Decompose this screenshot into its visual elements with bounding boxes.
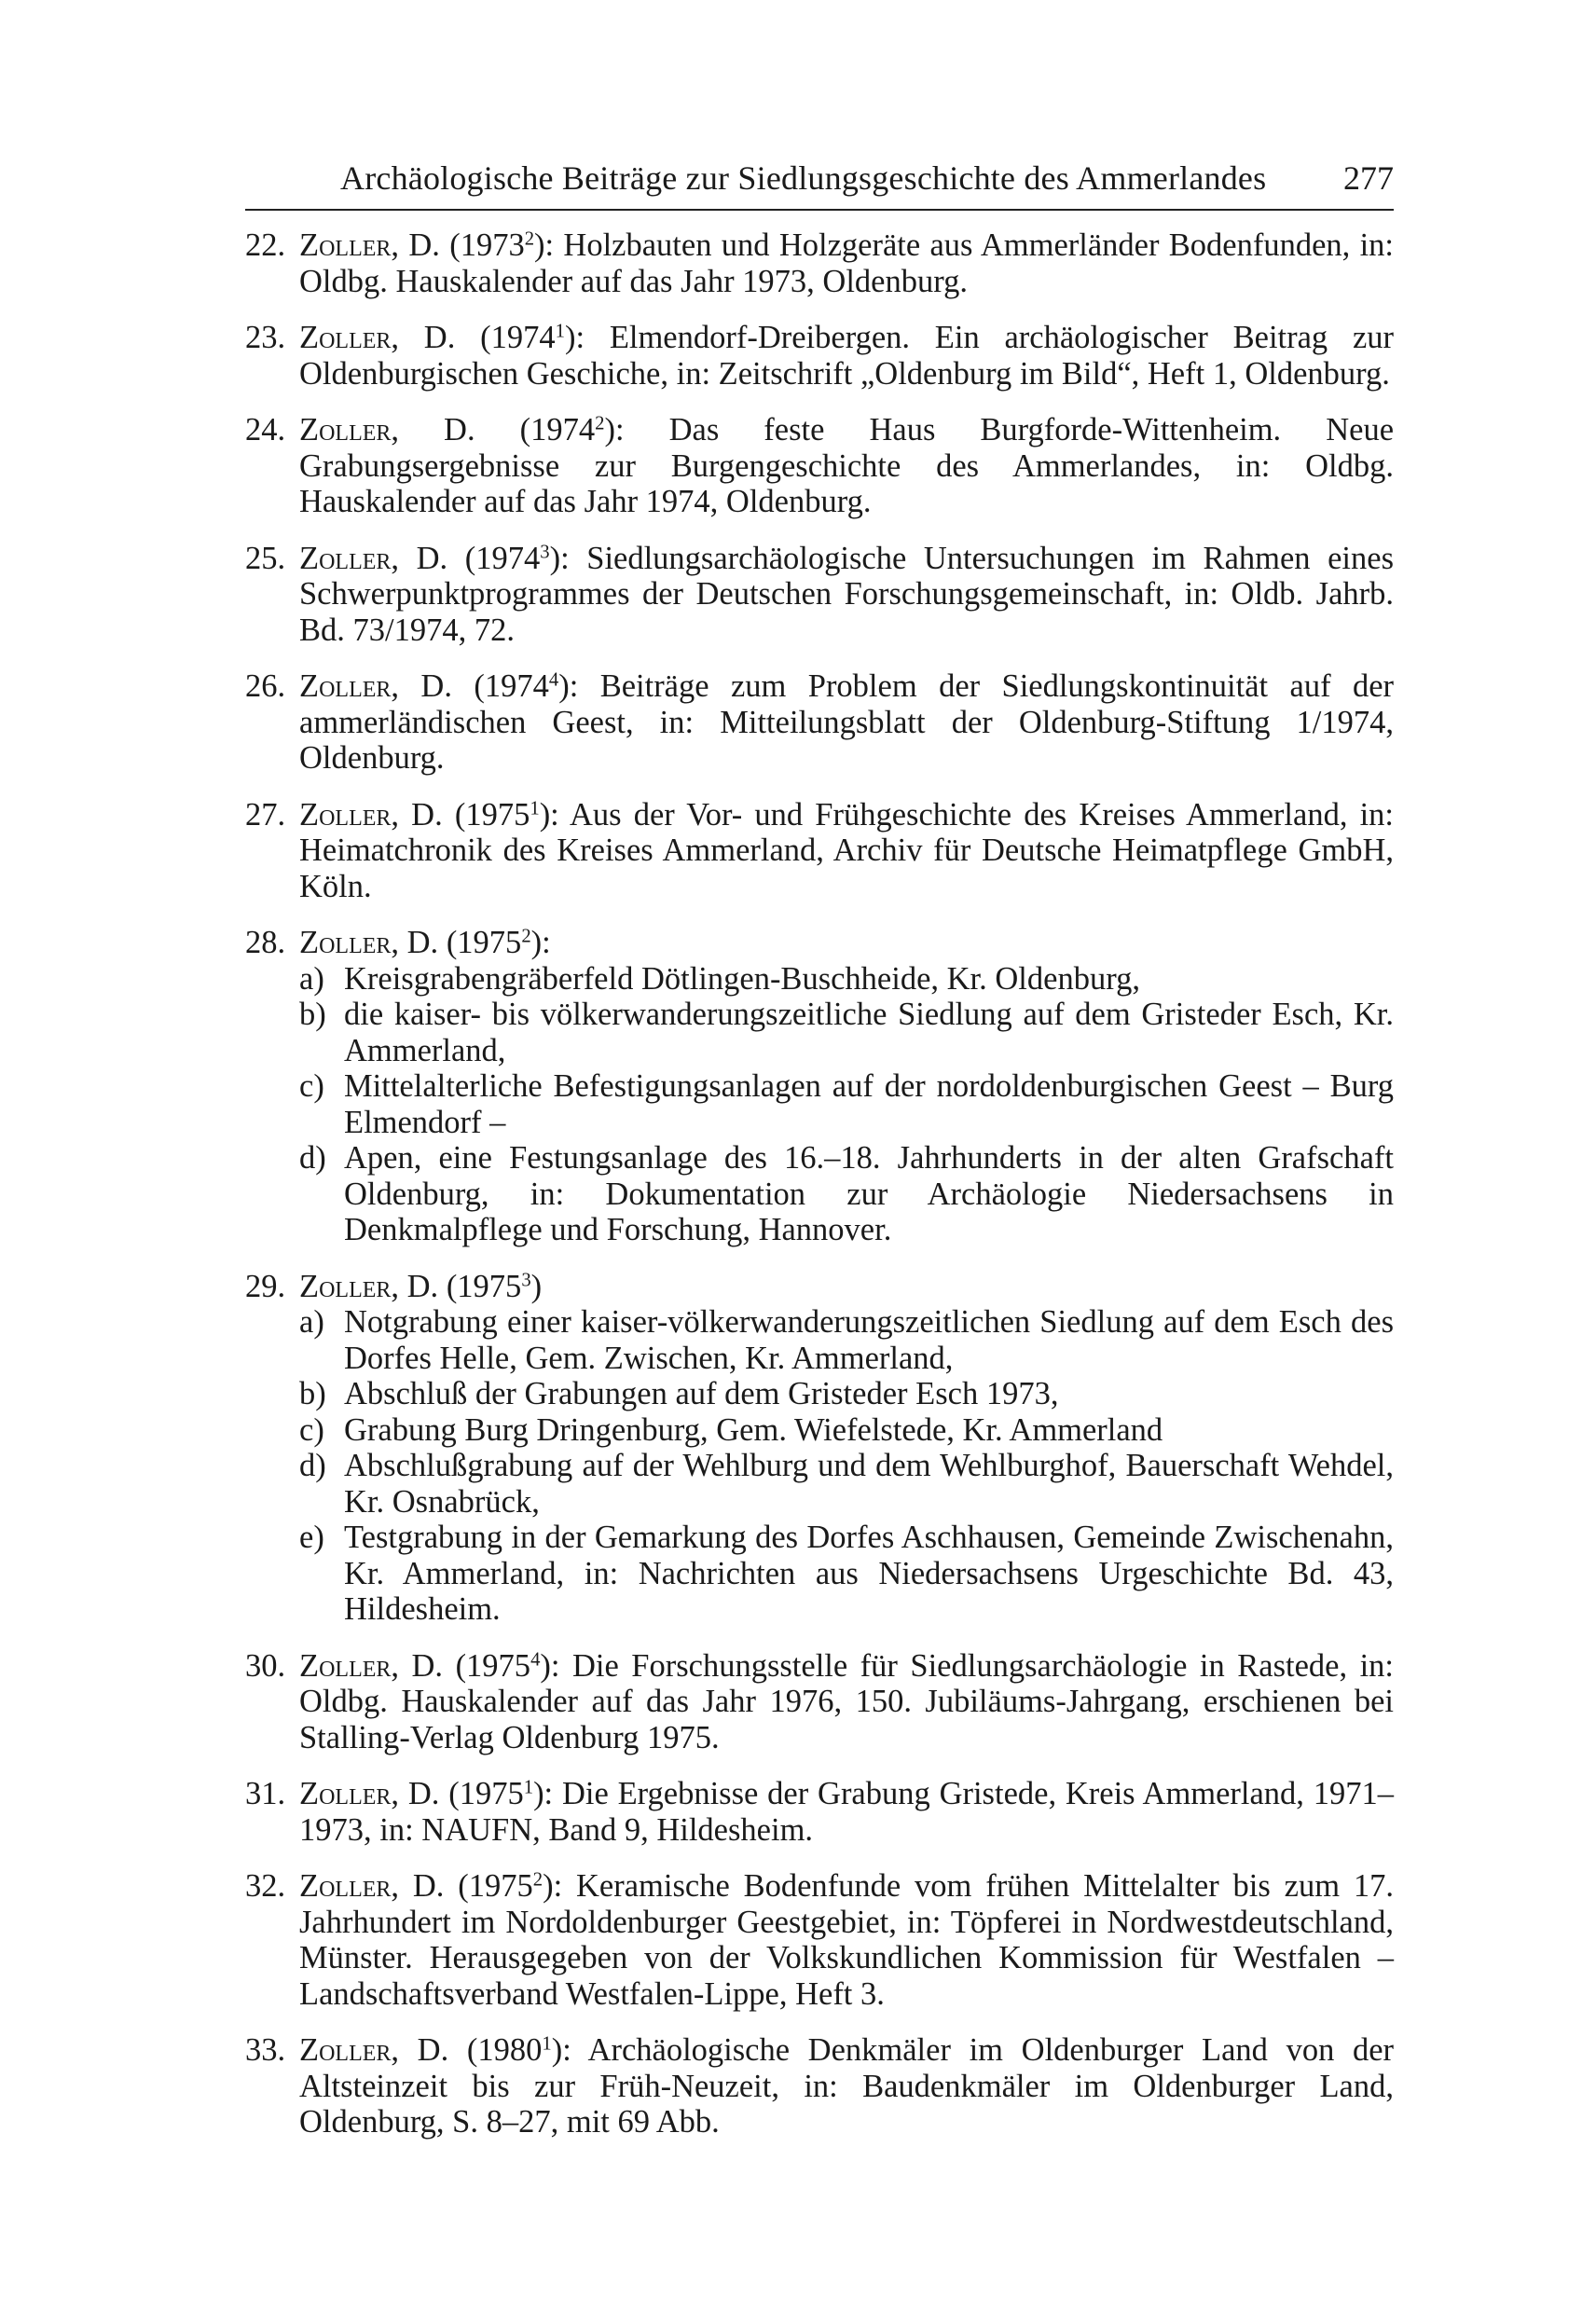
subitem-text: die kaiser- bis völkerwanderungszeitliche Siedlung auf dem Gristeder Esch, Kr. Ammerland, bbox=[344, 997, 1394, 1068]
reference-year: (1975 bbox=[446, 925, 522, 960]
reference-author: Zoller, D. bbox=[299, 412, 475, 447]
reference-item bbox=[245, 925, 1394, 1248]
reference-text bbox=[299, 541, 1394, 649]
reference-year-index: 3 bbox=[521, 1270, 531, 1291]
subitem-text: Grabung Burg Dringenburg, Gem. Wiefelstede, Kr. Ammerland bbox=[344, 1411, 1163, 1448]
reference-year: (1975 bbox=[455, 1647, 531, 1684]
reference-subitem bbox=[299, 1068, 1394, 1140]
reference-item bbox=[245, 1776, 1394, 1848]
reference-year-index: 1 bbox=[542, 2033, 552, 2055]
subitem-text: Kreisgrabengräberfeld Dötlingen-Buschheide, Kr. Oldenburg, bbox=[344, 960, 1140, 997]
reference-number: 26. bbox=[245, 668, 286, 704]
reference-title: ): Siedlungsarchäologische Untersuchungen im Rahmen eines Schwerpunktprogrammes der Deutschen Forschungsgemeinschaft, in: Oldb. Jahrb. Bd. 73/1974, 72. bbox=[299, 540, 1395, 648]
reference-year: (1974 bbox=[464, 540, 541, 576]
reference-year: (1975 bbox=[454, 796, 530, 833]
reference-item bbox=[245, 1868, 1394, 2012]
running-head-title: Archäologische Beiträge zur Siedlungsgeschichte des Ammerlandes bbox=[340, 159, 1267, 197]
reference-year: (1975 bbox=[458, 1868, 533, 1904]
reference-title: ): Das feste Haus Burgforde-Wittenheim. Neue Grabungsergebnisse zur Burgengeschichte des Ammerlandes, in: Oldbg. Hauskalender auf das Jahr 1974, Oldenburg. bbox=[299, 412, 1395, 519]
reference-title: ): Die Ergebnisse der Grabung Gristede, Kreis Ammerland, 1971–1973, in: NAUFN, Band 9, Hildesheim. bbox=[299, 1776, 1395, 1848]
reference-text bbox=[299, 1776, 1394, 1848]
reference-subitem bbox=[299, 1304, 1394, 1376]
reference-item bbox=[245, 668, 1394, 777]
reference-year: (1980 bbox=[466, 2032, 543, 2068]
reference-item bbox=[245, 1648, 1394, 1756]
reference-number: 24. bbox=[245, 412, 286, 447]
reference-author: Zoller, D. bbox=[299, 320, 456, 355]
subitem-letter: c) bbox=[299, 1068, 324, 1104]
reference-number: 32. bbox=[245, 1868, 286, 1904]
reference-year-index: 4 bbox=[548, 669, 559, 691]
reference-number: 29. bbox=[245, 1268, 286, 1304]
reference-item bbox=[245, 320, 1394, 392]
reference-number: 30. bbox=[245, 1647, 286, 1684]
reference-year-index: 2 bbox=[521, 926, 531, 947]
reference-title: ): Die Forschungsstelle für Siedlungsarchäologie in Rastede, in: Oldbg. Hauskalender auf das Jahr 1976, 150. Jubiläums-Jahrgang, erschienen bei Stalling-Verlag Oldenburg 1975. bbox=[299, 1647, 1394, 1755]
reference-subitem bbox=[299, 1448, 1394, 1520]
reference-year: (1975 bbox=[446, 1268, 522, 1304]
reference-year: (1973 bbox=[449, 227, 525, 263]
subitem-text: Mittelalterliche Befestigungsanlagen auf der nordoldenburgischen Geest – Burg Elmendorf – bbox=[344, 1068, 1394, 1140]
reference-number: 23. bbox=[245, 320, 286, 355]
page-number: 277 bbox=[1343, 159, 1394, 197]
reference-author: Zoller, D. bbox=[299, 540, 448, 576]
reference-text bbox=[299, 797, 1394, 905]
reference-year: (1974 bbox=[519, 412, 596, 447]
reference-item bbox=[245, 797, 1394, 905]
reference-author: Zoller, D. bbox=[299, 227, 440, 263]
reference-author: Zoller, D. bbox=[299, 668, 452, 704]
reference-number: 27. bbox=[245, 796, 286, 833]
reference-item bbox=[245, 227, 1394, 299]
subitem-letter: a) bbox=[299, 960, 324, 997]
reference-number: 31. bbox=[245, 1776, 286, 1811]
reference-year: (1974 bbox=[474, 668, 549, 704]
reference-subitem bbox=[299, 961, 1394, 998]
subitem-text: Abschluß der Grabungen auf dem Gristeder Esch 1973, bbox=[344, 1376, 1059, 1411]
reference-text bbox=[299, 320, 1394, 392]
reference-number: 28. bbox=[245, 925, 286, 960]
reference-title: ): Holzbauten und Holzgeräte aus Ammerländer Bodenfunden, in: Oldbg. Hauskalender auf das Jahr 1973, Oldenburg. bbox=[299, 227, 1395, 299]
subitem-letter: e) bbox=[299, 1520, 324, 1555]
page bbox=[245, 149, 1394, 2161]
reference-author: Zoller, D. bbox=[299, 1776, 440, 1811]
reference-title: ): Aus der Vor- und Frühgeschichte des Kreises Ammerland, in: Heimatchronik des Kreises Ammerland, Archiv für Deutsche Heimatpflege GmbH, Köln. bbox=[299, 796, 1395, 904]
reference-text bbox=[299, 668, 1394, 777]
reference-year-index: 3 bbox=[540, 542, 550, 563]
running-head bbox=[245, 149, 1394, 211]
reference-item bbox=[245, 412, 1394, 520]
reference-subitem bbox=[299, 1376, 1394, 1412]
reference-number: 25. bbox=[245, 540, 286, 576]
reference-number: 22. bbox=[245, 227, 286, 263]
reference-title: ): Archäologische Denkmäler im Oldenburger Land von der Altsteinzeit bis zur Früh-Neuzeit, in: Baudenkmäler im Oldenburger Land, Oldenburg, S. 8–27, mit 69 Abb. bbox=[299, 2032, 1395, 2140]
subitem-text: Abschlußgrabung auf der Wehlburg und dem Wehlburghof, Bauerschaft Wehdel, Kr. Osnabrück, bbox=[344, 1448, 1394, 1520]
reference-author: Zoller, D. bbox=[299, 925, 439, 960]
reference-number: 33. bbox=[245, 2032, 286, 2068]
reference-author: Zoller, D. bbox=[299, 796, 443, 833]
reference-item bbox=[245, 1269, 1394, 1628]
reference-text bbox=[299, 227, 1394, 299]
reference-title: ): Beiträge zum Problem der Siedlungskontinuität auf der ammerländischen Geest, in: Mitteilungsblatt der Oldenburg-Stiftung 1/1974, Oldenburg. bbox=[299, 668, 1395, 776]
reference-author: Zoller, D. bbox=[299, 1647, 444, 1684]
reference-year-index: 2 bbox=[524, 228, 535, 250]
reference-author: Zoller, D. bbox=[299, 2032, 449, 2068]
reference-subitem bbox=[299, 1520, 1394, 1628]
reference-list bbox=[245, 227, 1394, 2140]
reference-subitem bbox=[299, 997, 1394, 1068]
reference-item bbox=[245, 2032, 1394, 2140]
subitem-text: Notgrabung einer kaiser-völkerwanderungszeitlichen Siedlung auf dem Esch des Dorfes Helle, Gem. Zwischen, Kr. Ammerland, bbox=[344, 1304, 1394, 1376]
reference-author: Zoller, D. bbox=[299, 1868, 445, 1904]
reference-title: ) bbox=[530, 1268, 543, 1304]
reference-subitem bbox=[299, 1412, 1394, 1449]
reference-author: Zoller, D. bbox=[299, 1268, 439, 1304]
reference-year: (1975 bbox=[448, 1776, 524, 1811]
reference-year-index: 1 bbox=[530, 798, 540, 819]
subitem-letter: b) bbox=[299, 997, 326, 1032]
reference-year: (1974 bbox=[480, 320, 556, 355]
subitem-letter: d) bbox=[299, 1448, 326, 1483]
subitem-text: Testgrabung in der Gemarkung des Dorfes Aschhausen, Gemeinde Zwischenahn, Kr. Ammerland, in: Nachrichten aus Niedersachsens Urgeschichte Bd. 43, Hildesheim. bbox=[344, 1520, 1394, 1627]
reference-text bbox=[299, 412, 1394, 520]
reference-text bbox=[299, 1868, 1394, 2012]
reference-item bbox=[245, 541, 1394, 649]
reference-text bbox=[299, 1648, 1394, 1756]
subitem-letter: d) bbox=[299, 1140, 326, 1176]
reference-year-index: 2 bbox=[532, 1869, 543, 1891]
reference-text bbox=[299, 2032, 1394, 2140]
reference-year-index: 1 bbox=[523, 1777, 534, 1798]
subitem-letter: a) bbox=[299, 1304, 324, 1340]
reference-year-index: 2 bbox=[595, 413, 605, 434]
reference-year-index: 1 bbox=[555, 321, 565, 342]
reference-title: ): Elmendorf-Dreibergen. Ein archäologischer Beitrag zur Oldenburgischen Geschiche, in: Zeitschrift „Oldenburg im Bild“, Heft 1, Oldenburg. bbox=[299, 320, 1395, 392]
reference-subitem bbox=[299, 1140, 1394, 1248]
reference-text bbox=[299, 925, 1394, 961]
reference-year-index: 4 bbox=[530, 1649, 541, 1671]
subitem-letter: c) bbox=[299, 1411, 324, 1448]
reference-text bbox=[299, 1269, 1394, 1305]
reference-title: ): bbox=[530, 925, 551, 960]
reference-title: ): Keramische Bodenfunde vom frühen Mittelalter bis zum 17. Jahrhundert im Nordoldenburger Geestgebiet, in: Töpferei in Nordwestdeutschland, Münster. Herausgegeben von der Volkskundlichen Kommission für Westfalen – Landschaftsverband Westfalen-Lippe, Heft 3. bbox=[299, 1868, 1395, 2012]
subitem-text: Apen, eine Festungsanlage des 16.–18. Jahrhunderts in der alten Grafschaft Oldenburg, in: Dokumentation zur Archäologie Niedersachsens in Denkmalpflege und Forschung, Hannover. bbox=[344, 1140, 1394, 1247]
subitem-letter: b) bbox=[299, 1376, 326, 1411]
